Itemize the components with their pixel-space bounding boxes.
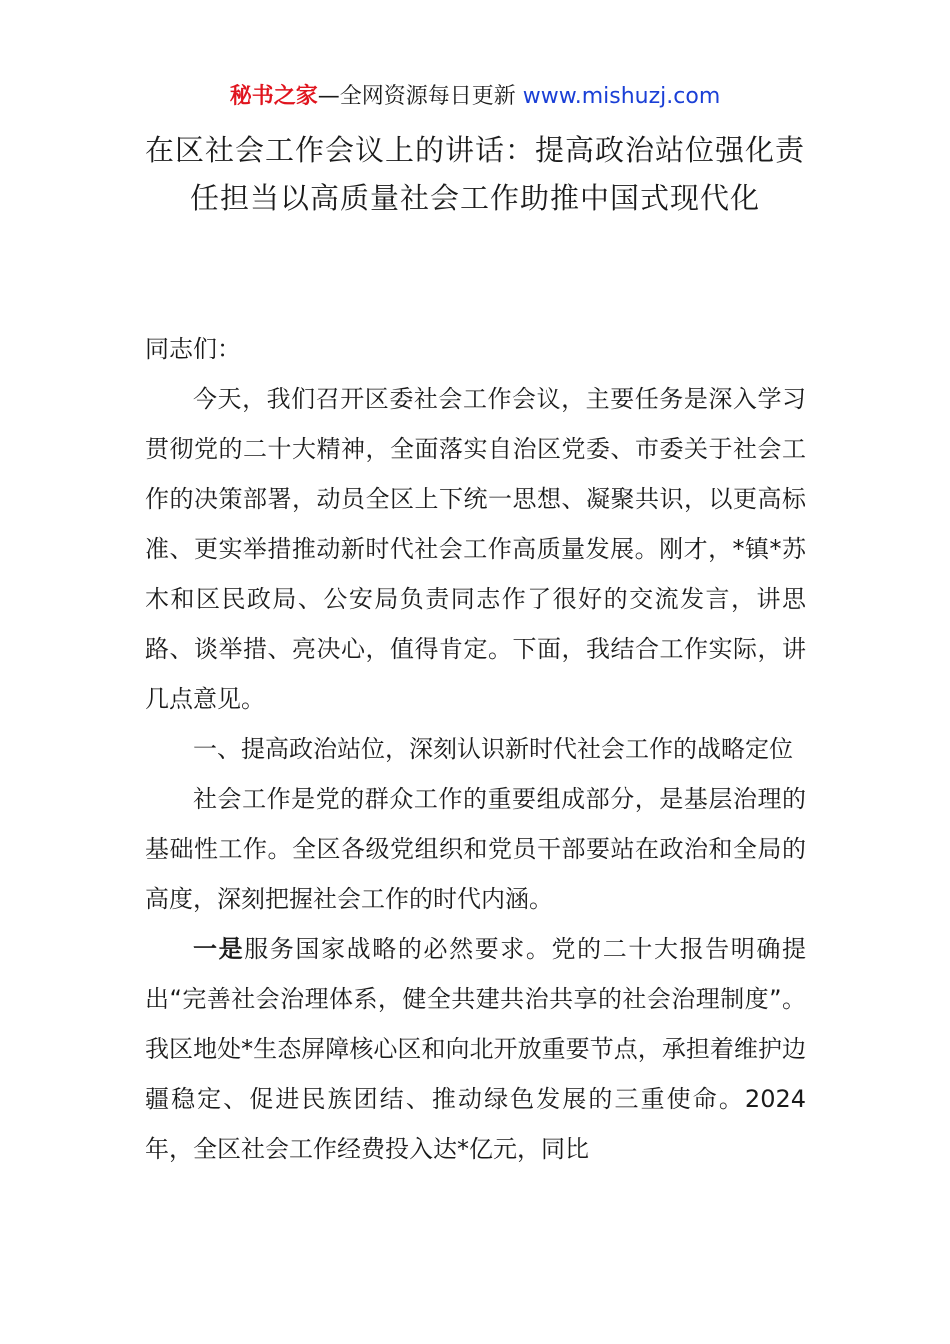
site-header <box>0 80 950 114</box>
section-heading-1: 一、提高政治站位，深刻认识新时代社会工作的战略定位 <box>193 735 793 763</box>
document-body <box>145 324 806 1174</box>
point-text: 服务国家战略的必然要求。党的二十大报告明确提出“完善社会治理体系，健全共建共治共享的社会治理制度”。我区地处*生态屏障核心区和向北开放重要节点，承担着维护边疆稳定、促进民族团结、推动绿色发展的三重使命。2024年，全区社会工作经费投入达*亿元，同比 <box>145 935 806 1163</box>
site-url-link[interactable]: www.mishuzj.com <box>522 84 721 109</box>
site-tagline: —全网资源每日更新 <box>317 84 523 109</box>
point-lead: 一是 <box>193 935 245 963</box>
document-title: 在区社会工作会议上的讲话：提高政治站位强化责任担当以高质量社会工作助推中国式现代化 <box>145 133 806 215</box>
salutation: 同志们： <box>145 335 241 363</box>
paragraph-intro: 今天，我们召开区委社会工作会议，主要任务是深入学习贯彻党的二十大精神，全面落实自治区党委、市委关于社会工作的决策部署，动员全区上下统一思想、凝聚共识，以更高标准、更实举措推动新时代社会工作高质量发展。刚才，*镇*苏木和区民政局、公安局负责同志作了很好的交流发言，讲思路、谈举措、亮决心，值得肯定。下面，我结合工作实际，讲几点意见。 <box>145 385 806 713</box>
paragraph-social-work: 社会工作是党的群众工作的重要组成部分，是基层治理的基础性工作。全区各级党组织和党员干部要站在政治和全局的高度，深刻把握社会工作的时代内涵。 <box>145 785 806 913</box>
brand-name: 秘书之家 <box>229 84 318 109</box>
paragraph-point-one <box>145 924 806 1174</box>
